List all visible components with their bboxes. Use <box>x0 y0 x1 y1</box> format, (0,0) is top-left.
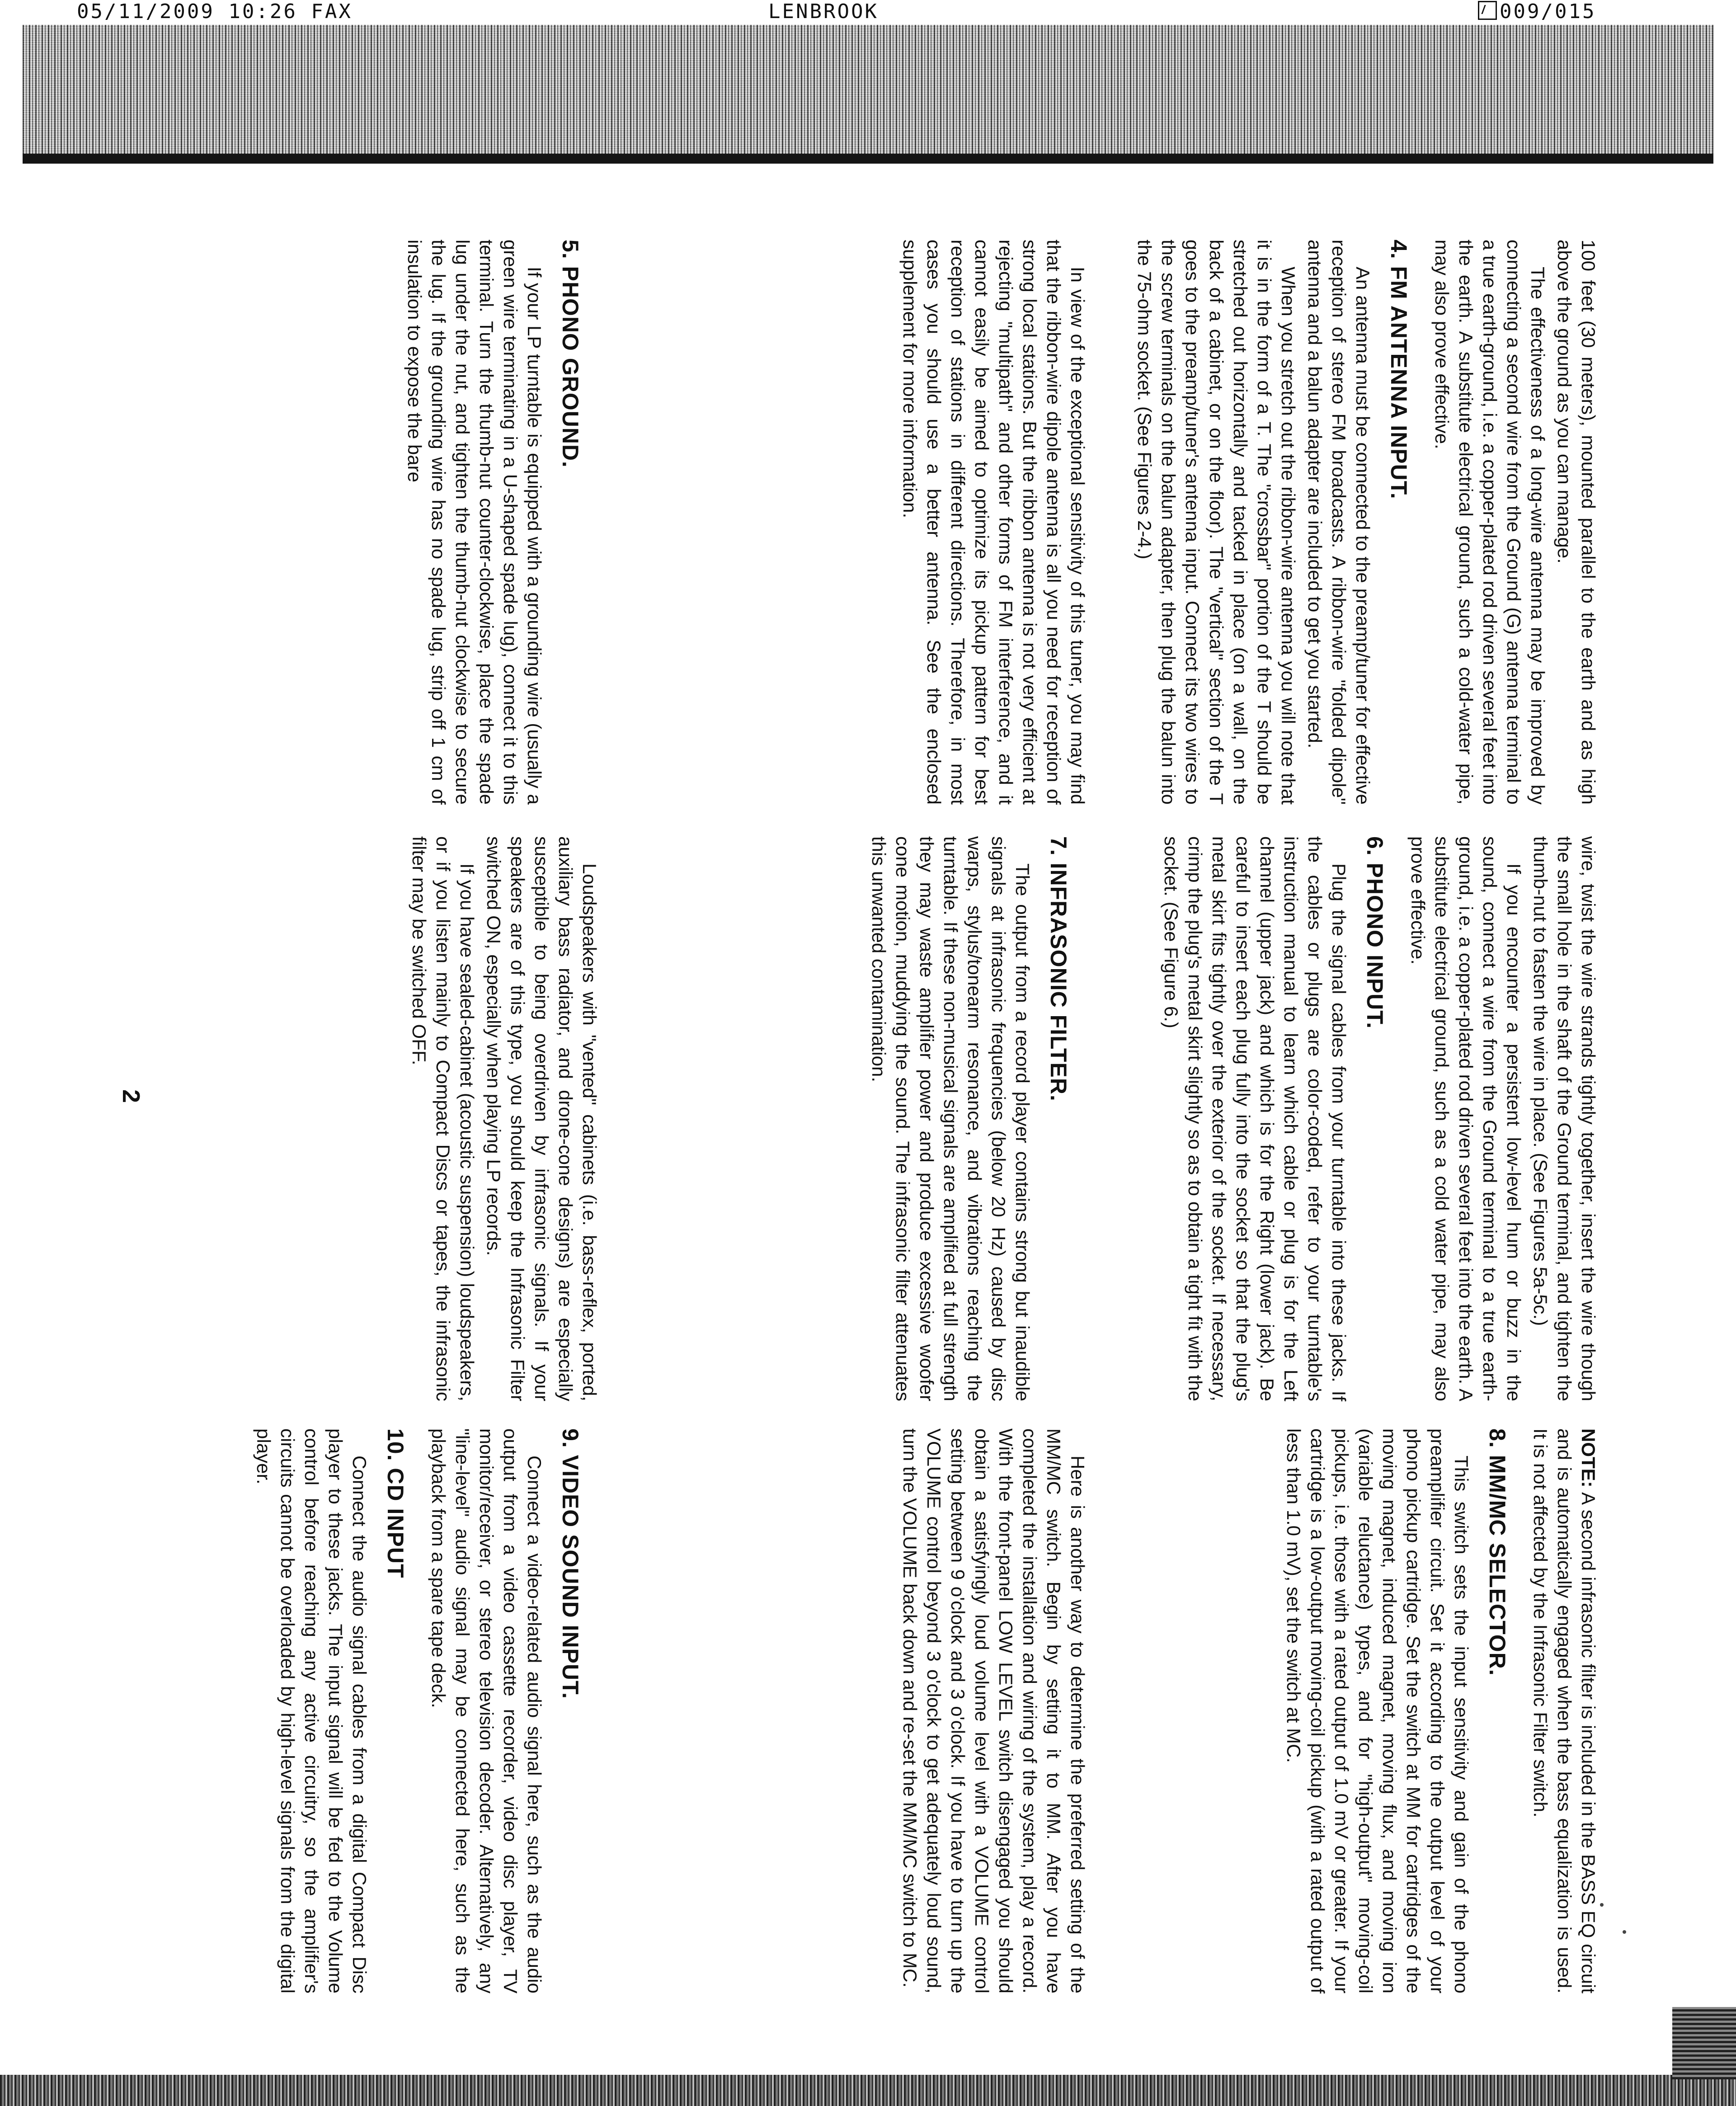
row-middle <box>602 208 1090 2048</box>
scan-speck <box>1600 1903 1604 1907</box>
paragraph: Connect the audio signal cables from a digital Compact Disc player to these jacks. The input signal will be fed to the Volume control before reaching any active circuitry, so the amplifier's circuits cannot be overloaded by high-level signals from the digital player. <box>253 1428 370 1993</box>
fax-sender: LENBROOK <box>768 0 879 23</box>
section-heading-phono-input: 6. PHONO INPUT. <box>1362 836 1388 1029</box>
paragraph: wire, twist the wire strands tightly together, insert the wire though the small hole in the shaft of the Ground terminal, and tighten the thumb-nut to fasten the wire in place. (See Figures 5a-5c.) <box>1530 836 1599 1401</box>
paragraph: Plug the signal cables from your turntable into these jacks. If the cables or plugs are color-coded, refer to your turntable's instruction manual to learn which cable or plug is for the Left channel (upper jack) and which is for the Right (lower jack). Be careful to insert each plug fully into the socket so that the plug's metal skirt fits tightly over the exterior of the socket. If necessary, crimp the plug's metal skirt slightly so as to obtain a tight fit with the socket. (See Figure 6.) <box>1161 836 1350 1401</box>
note-text: A second infrasonic filter is included in the BASS EQ circuit and is automatically engaged when the bass equalization is used. It is not affected by the Infrasonic Filter switch. <box>1530 1428 1599 1993</box>
scan-right-edge <box>1672 2007 1736 2079</box>
column-infrasonic <box>602 836 1090 1401</box>
paragraph: An antenna must be connected to the preamp/tuner for effective reception of stereo FM broadcasts. A ribbon-wire "folded dipole" antenna and a balun adapter are included to get you started. <box>1304 240 1374 805</box>
section-heading-phono-ground: 5. PHONO GROUND. <box>558 240 583 468</box>
scan-band-edge <box>23 154 1713 164</box>
scan-speck <box>1623 1930 1626 1934</box>
paragraph: Here is another way to determine the preferred setting of the MM/MC switch. Begin by setting it to MM. After you have completed the installation and wiring of the system, play a record. With the front-panel LOW LEVEL switch disengaged you should obtain a satisfyingly loud volume level with a VOLUME control setting between 9 o'clock and 3 o'clock. If you have to turn up the VOLUME control beyond 3 o'clock to get adequately loud sound, turn the VOLUME back down and re-set the MM/MC switch to MC. <box>899 1428 1088 1993</box>
column-infrasonic-cont <box>0 836 602 1401</box>
column-fm-antenna-cont <box>602 240 1090 805</box>
paragraph: The output from a record player contains strong but inaudible signals at infrasonic frequencies (below 20 Hz) caused by disc warps, stylus/tonearm resonance, and vibrations reaching the turntable. If these non-musical signals are amplified at full strength they may waste amplifier power and produce excessive woofer cone motion, muddying the sound. The infrasonic filter attenuates this unwanted contamination. <box>868 836 1033 1401</box>
column-fm-antenna <box>1090 240 1600 805</box>
note-paragraph <box>1529 1428 1600 1993</box>
row-top <box>1090 208 1600 2048</box>
fax-checkbox-icon <box>1478 1 1497 20</box>
fax-header <box>0 0 1736 22</box>
paragraph: Loudspeakers with "vented" cabinets (i.e. bass-reflex, ported, auxiliary bass radiator, and drone-cone designs) are especially susceptible to being overdriven by infrasonic signals. If your speakers are of this type, you should keep the Infrasonic Filter switched ON, especially when playing LP records. <box>483 836 600 1401</box>
paragraph: When you stretch out the ribbon-wire antenna you will note that it is in the form of a T. The "crossbar" portion of the T should be stretched out horizontally and tacked in place (on a wall, on the back of a cabinet, or on the floor). The "vertical" section of the T goes to the preamp/tuner's antenna input. Connect its two wires to the screw terminals on the balun adapter, then plug the balun into the 75-ohm socket. (See Figures 2-4.) <box>1134 240 1299 805</box>
page-number: 2 <box>118 1089 145 1103</box>
section-heading-infrasonic: 7. INFRASONIC FILTER. <box>1046 836 1071 1102</box>
paragraph: Connect a video-related audio signal here, such as the audio output from a video cassette recorder, video disc player, TV monitor/receiver, or stereo television decoder. Alternatively, any "line-level" audio signal may be connected here, such as the playback from a spare tape deck. <box>428 1428 545 1993</box>
column-phono-input <box>1090 836 1600 1401</box>
paragraph: The effectiveness of a long-wire antenna may be improved by connecting a second wire from the Ground (G) antenna terminal to a true earth-ground, i.e. a copper-plated rod driven several feet into the earth. A substitute electrical ground, such a cold-water pipe, may also prove effective. <box>1431 240 1548 805</box>
section-heading-fm-antenna: 4. FM ANTENNA INPUT. <box>1386 240 1411 499</box>
fax-datetime: 05/11/2009 10:26 FAX <box>77 0 353 23</box>
scan-noise-band <box>23 25 1713 160</box>
paragraph: If you encounter a persistent low-level hum or buzz in the sound, connect a wire from the Ground terminal to a true earth-ground, i.e. a copper-plated rod driven several feet into the earth. A substitute electrical ground, such as a cold water pipe, may also prove effective. <box>1407 836 1524 1401</box>
paragraph: If you have sealed-cabinet (acoustic suspension) loudspeakers, or if you listen mainly to Compact Discs or tapes, the infrasonic filter may be switched OFF. <box>409 836 478 1401</box>
paragraph: This switch sets the input sensitivity and gain of the phono preamplifier circuit. Set it according to the output level of your phono pickup cartridge. Set the switch at MM for cartridges of the moving magnet, induced magnet, moving flux, and moving iron (variable reluctance) types, and for "high-output" moving-coil pickups, i.e. those with a rated output of 1.0 mV or greater. If your cartridge is a low-output moving-coil pickup (with a rated output of less than 1.0 mV), set the switch at MC. <box>1283 1428 1472 1993</box>
column-mm-mc-cont <box>602 1428 1090 1993</box>
paragraph: If your LP turntable is equipped with a grounding wire (usually a green wire terminating in a U-shaped spade lug), connect it to this terminal. Turn the thumb-nut counter-clockwise, place the spade lug under the nut, and tighten the thumb-nut clockwise to secure the lug. If the grounding wire has no spade lug, strip off 1 cm of insulation to expose the bare <box>404 240 545 805</box>
column-phono-ground <box>0 240 602 805</box>
section-heading-video-sound: 9. VIDEO SOUND INPUT. <box>558 1428 583 1699</box>
column-mm-mc <box>1090 1428 1600 1993</box>
row-bottom <box>0 208 602 2048</box>
document-page <box>0 208 1600 2048</box>
paragraph: In view of the exceptional sensitivity of this tuner, you may find that the ribbon-wire dipole antenna is all you need for reception of strong local stations. But the ribbon antenna is not very efficient at rejecting "multipath" and other forms of FM interference, and it cannot easily be aimed to optimize its pickup pattern for best reception of stations in different directions. Therefore, in most cases you should use a better antenna. See the enclosed supplement for more information. <box>899 240 1088 805</box>
scan-bottom-edge <box>0 2075 1736 2106</box>
paragraph: 100 feet (30 meters), mounted parallel to the earth and as high above the ground as you can manage. <box>1554 240 1599 805</box>
section-heading-mm-mc: 8. MM/MC SELECTOR. <box>1485 1428 1510 1676</box>
note-label: NOTE: <box>1578 1428 1599 1488</box>
fax-page-counter <box>1478 0 1596 23</box>
fax-page-number: 009/015 <box>1500 0 1596 23</box>
column-video-cd <box>0 1428 602 1993</box>
section-heading-cd-input: 10. CD INPUT <box>383 1428 408 1578</box>
